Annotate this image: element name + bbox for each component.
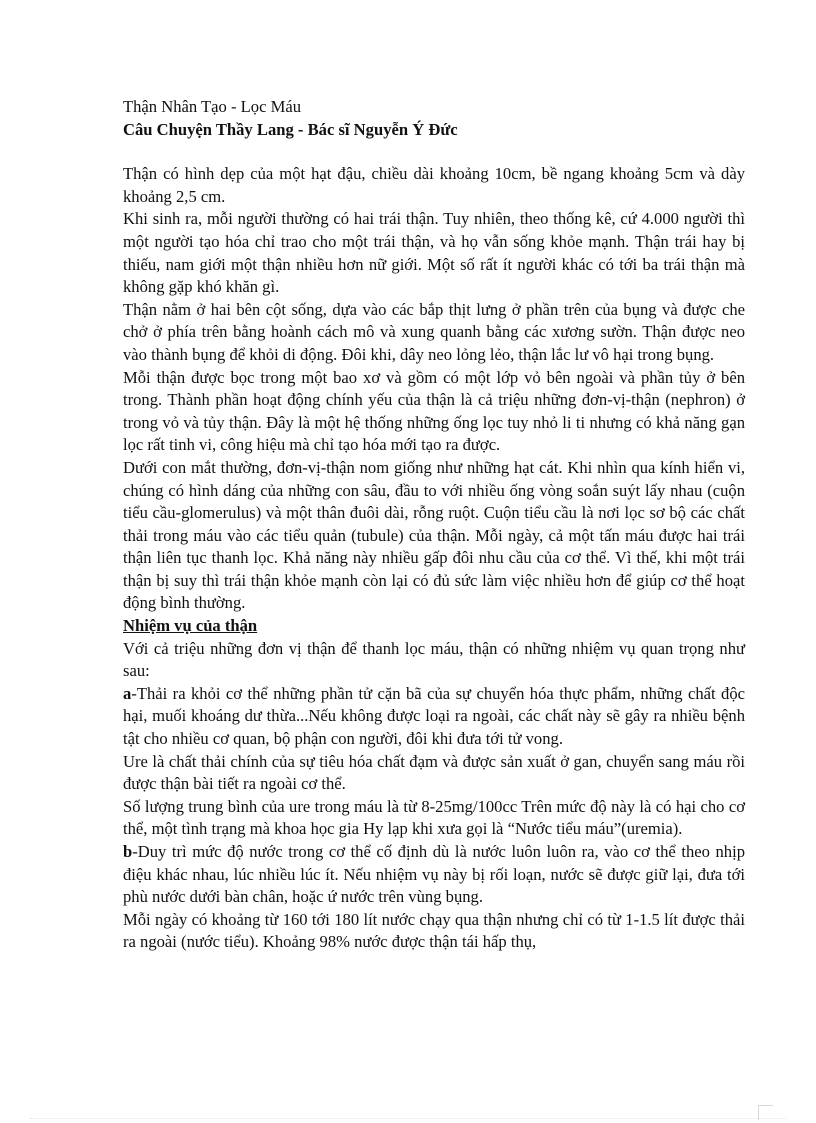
section-heading: Nhiệm vụ của thận [123,616,258,636]
document-title: Thận Nhân Tạo - Lọc Máu [123,97,302,116]
paragraph-kidney-count: Khi sinh ra, mỗi người thường có hai trái thận. Tuy nhiên, theo thống kê, cứ 4.000 người thì một người tạo hóa chỉ trao cho một trái thận, và họ vẫn sống khỏe mạnh. Thận trái hay bị thiếu, nam giới một thận nhiều hơn nữ giới. Một số rất ít người khác có tới ba trái thận mà không gặp khó khăn gì. [123,209,745,297]
list-item-b-lead: b [123,842,133,861]
document-subtitle: Câu Chuyện Thầy Lang - Bác sĩ Nguyễn Ý Đức [123,119,458,139]
spacer [123,141,745,163]
paragraph-kidney-structure: Mỗi thận được bọc trong một bao xơ và gồm có một lớp vỏ bên ngoài và phần tủy ở bên trong. Thành phần hoạt động chính yếu của thận là cả triệu những đơn-vị-thận (nephron) ở trong vỏ và tủy thận. Đây là một hệ thống những ống lọc tuy nhỏ li ti nhưng có khả năng gạn lọc rất tinh vi, công hiệu mà chỉ tạo hóa mới tạo ra được. [123,367,745,455]
list-item-a [123,683,745,751]
page-bottom-rule [30,1118,786,1119]
list-item-b [123,841,745,909]
paragraph-kidney-location: Thận nằm ở hai bên cột sống, dựa vào các bắp thịt lưng ở phần trên của bụng và được che chở ở phía trên bằng hoành cách mô và xung quanh bằng các xương sườn. Thận được neo vào thành bụng để khỏi di động. Đôi khi, dây neo lỏng lẻo, thận lắc lư vô hại trong bụng. [123,299,745,364]
paragraph-urea-level: Số lượng trung bình của ure trong máu là từ 8-25mg/100cc Trên mức độ này là có hại cho cơ thể, một tình trạng mà khoa học gia Hy lạp khi xưa gọi là “Nước tiểu máu”(uremia). [123,796,745,839]
list-item-a-lead: a [123,683,132,703]
paragraph-nephron: Dưới con mắt thường, đơn-vị-thận nom giống như những hạt cát. Khi nhìn qua kính hiển vi, chúng có hình dáng của những con sâu, đầu to với nhiều ống vòng soắn suýt lấy nhau (cuộn tiểu cầu-glomerulus) và một thân đuôi dài, rỗng ruột. Cuộn tiểu cầu là nơi lọc sơ bộ các chất thải trong máu vào các tiểu quản (tubule) của thận. Mỗi ngày, cả một tấn máu được hai trái thận liên tục thanh lọc. Khả năng này nhiều gấp đôi nhu cầu của cơ thể. Vì thế, khi một trái thận bị suy thì trái thận khỏe mạnh còn lại có đủ sức làm việc nhiều hơn để giúp cơ thể hoạt động bình thường. [123,457,745,613]
paragraph-water-volume: Mỗi ngày có khoảng từ 160 tới 180 lít nước chạy qua thận nhưng chỉ có từ 1-1.5 lít được thải ra ngoài (nước tiểu). Khoảng 98% nước được thận tái hấp thụ, [123,909,745,952]
paragraph-kidney-shape: Thận có hình dẹp của một hạt đậu, chiều dài khoảng 10cm, bề ngang khoảng 5cm và dày khoảng 2,5 cm. [123,164,745,206]
list-item-a-text: -Thải ra khỏi cơ thể những phần tử cặn bã của sự chuyển hóa thực phẩm, những chất độc hại, muối khoáng dư thừa...Nếu không được loại ra ngoài, các chất này sẽ gây ra nhiều bệnh tật cho nhiều cơ quan, bộ phận con người, đôi khi đưa tới tử vong. [123,683,745,749]
paragraph-urea: Ure là chất thải chính của sự tiêu hóa chất đạm và được sản xuất ở gan, chuyển sang máu rồi được thận bài tiết ra ngoài cơ thể. [123,751,745,794]
document-page [123,96,745,954]
list-item-b-text: -Duy trì mức độ nước trong cơ thể cố định dù là nước luôn luôn ra, vào cơ thể theo nhịp điệu khác nhau, lúc nhiều lúc ít. Nếu nhiệm vụ này bị rối loạn, nước sẽ được giữ lại, đưa tới phù nước dưới bàn chân, hoặc ứ nước trên vùng bụng. [123,842,745,907]
section-intro: Với cả triệu những đơn vị thận để thanh lọc máu, thận có những nhiệm vụ quan trọng như sau: [123,638,745,681]
